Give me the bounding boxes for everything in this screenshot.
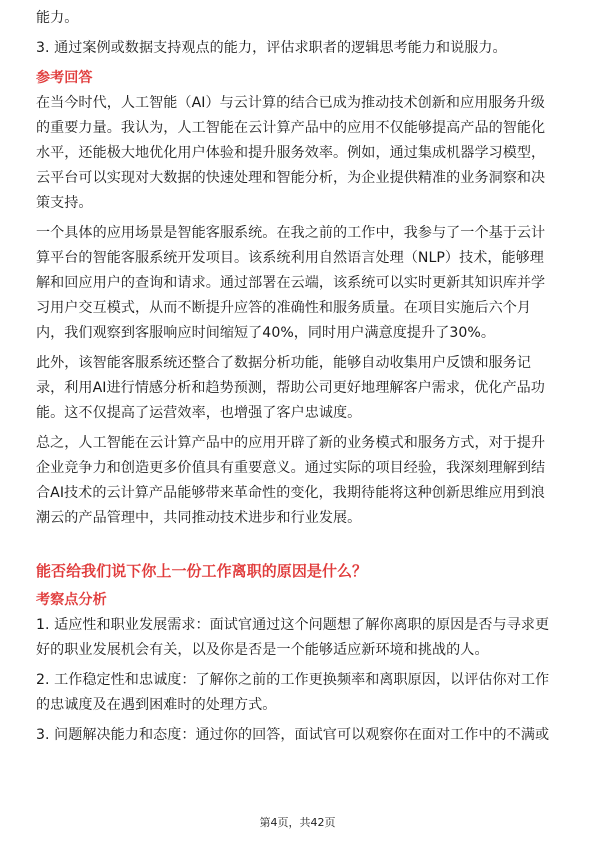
document-page (36, 6, 558, 753)
analysis-item-2: 2. 工作稳定性和忠诚度：了解你之前的工作更换频率和离职原因，以评估你对工作的忠诚度及在遇到困难时的处理方式。 (36, 672, 550, 713)
analysis-heading: 考察点分析 (36, 592, 107, 608)
continued-line: 能力。 (36, 10, 79, 26)
analysis-item-3: 3. 问题解决能力和态度：通过你的回答，面试官可以观察你在面对工作中的不满或 (36, 727, 550, 743)
criteria-item-3: 3. 通过案例或数据支持观点的能力，评估求职者的逻辑思考能力和说服力。 (36, 40, 507, 56)
answer-paragraph-3: 此外，该智能客服系统还整合了数据分析功能，能够自动收集用户反馈和服务记录，利用AI进行情感分析和趋势预测，帮助公司更好地理解客户需求，优化产品功能。这不仅提高了运营效率，也增强了客户忠诚度。 (36, 355, 545, 421)
answer-paragraph-1: 在当今时代，人工智能（AI）与云计算的结合已成为推动技术创新和应用服务升级的重要力量。我认为，人工智能在云计算产品中的应用不仅能够提高产品的智能化水平，还能极大地优化用户体验和提升服务效率。例如，通过集成机器学习模型，云平台可以实现对大数据的快速处理和智能分析，为企业提供精准的业务洞察和决策支持。 (36, 95, 546, 211)
analysis-item-1: 1. 适应性和职业发展需求：面试官通过这个问题想了解你离职的原因是否与寻求更好的职业发展机会有关，以及你是否是一个能够适应新环境和挑战的人。 (36, 617, 550, 658)
reference-answer-heading: 参考回答 (36, 70, 93, 86)
question-heading: 能否给我们说下你上一份工作离职的原因是什么？ (36, 562, 368, 580)
page-footer: 第4页，共42页 (259, 816, 336, 829)
answer-paragraph-4: 总之，人工智能在云计算产品中的应用开辟了新的业务模式和服务方式，对于提升企业竞争力和创造更多价值具有重要意义。通过实际的项目经验，我深刻理解到结合AI技术的云计算产品能够带来革命性的变化，我期待能将这种创新思维应用到浪潮云的产品管理中，共同推动技术进步和行业发展。 (36, 435, 546, 526)
answer-paragraph-2: 一个具体的应用场景是智能客服系统。在我之前的工作中，我参与了一个基于云计算平台的智能客服系统开发项目。该系统利用自然语言处理（NLP）技术，能够理解和回应用户的查询和请求。通过部署在云端，该系统可以实时更新其知识库并学习用户交互模式，从而不断提升应答的准确性和服务质量。在项目实施后六个月内，我们观察到客服响应时间缩短了40%，同时用户满意度提升了30%。 (36, 225, 546, 341)
